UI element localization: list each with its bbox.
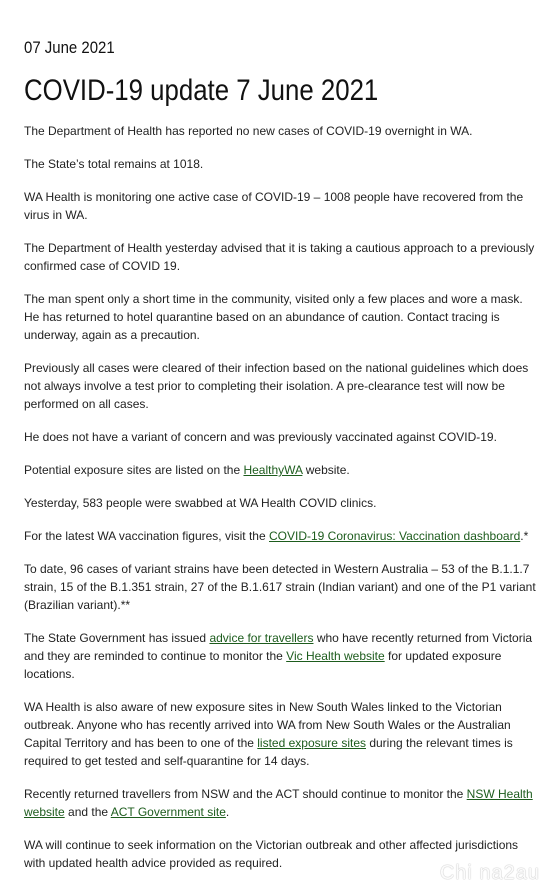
paragraph-hotel-quarantine: The man spent only a short time in the community, visited only a few places and wore a mask. He has returned to hotel quarantine based on an abundance of caution. Contact tracing is underway, again as a precaution. [24, 292, 523, 342]
paragraph-text: and the [64, 805, 111, 819]
paragraph-text: for updated exposure locations. [24, 649, 502, 681]
publish-date: 07 June 2021 [24, 38, 115, 57]
paragraph-text: . [225, 805, 230, 819]
page-title: COVID-19 update 7 June 2021 [24, 74, 379, 107]
paragraph-variant-strains: To date, 96 cases of variant strains have been detected in Western Australia – 53 of the B.1.1.7 strain, 15 of the B.1.351 strain, 27 of the B.1.617 strain (Indian variant) and one of the P1 variant (Brazilian variant).** [24, 562, 536, 612]
paragraph-continue-seeking: WA will continue to seek information on the Victorian outbreak and other affected jurisdictions with updated health advice provided as required. [24, 838, 519, 870]
listed-exposure-sites-link[interactable]: listed exposure sites [257, 736, 366, 750]
paragraph-text: The State Government has issued [24, 631, 210, 645]
paragraph-text: WA Health is also aware of new exposure sites in New South Wales linked to the Victorian outbreak. Anyone who has recently arrived into WA from New South Wales or the Australian Capital Territory and has been to one of the [24, 700, 511, 750]
act-government-site-link[interactable]: ACT Government site [110, 805, 226, 819]
paragraph-text: .* [520, 529, 529, 543]
paragraph-nsw-exposure [24, 698, 536, 770]
paragraph-text: during the relevant times is required to get tested and self-quarantine for 14 days. [24, 736, 513, 768]
paragraph-text: Recently returned travellers from NSW and the ACT should continue to monitor the [24, 787, 467, 801]
article-body [24, 122, 536, 887]
advice-for-travellers-link[interactable]: advice for travellers [209, 631, 314, 645]
paragraph-cautious-approach: The Department of Health yesterday advised that it is taking a cautious approach to a previously confirmed case of COVID 19. [24, 241, 535, 273]
paragraph-text: website. [302, 463, 350, 477]
paragraph-active-case: WA Health is monitoring one active case of COVID-19 – 1008 people have recovered from the virus in WA. [24, 190, 524, 222]
paragraph-travellers-victoria [24, 629, 536, 683]
paragraph-clearance-test: Previously all cases were cleared of their infection based on the national guidelines which does not always involve a test prior to completing their isolation. A pre-clearance test will now be performed on all cases. [24, 361, 529, 411]
vaccination-dashboard-link[interactable]: COVID-19 Coronavirus: Vaccination dashboard [269, 529, 521, 543]
paragraph-total: The State’s total remains at 1018. [24, 157, 204, 171]
paragraph-variant: He does not have a variant of concern and was previously vaccinated against COVID-19. [24, 430, 497, 444]
paragraph-text: Potential exposure sites are listed on the [24, 463, 244, 477]
vic-health-website-link[interactable]: Vic Health website [286, 649, 385, 663]
healthywa-link[interactable]: HealthyWA [243, 463, 303, 477]
paragraph-nsw-act-travellers [24, 785, 536, 821]
paragraph-exposure-sites [24, 461, 536, 479]
paragraph-swabbed: Yesterday, 583 people were swabbed at WA Health COVID clinics. [24, 496, 377, 510]
paragraph-vaccination [24, 527, 536, 545]
watermark: Chi na2au [439, 862, 540, 884]
paragraph-text: who have recently returned from Victoria and they are reminded to continue to monitor the [24, 631, 533, 663]
paragraph-no-new-cases: The Department of Health has reported no new cases of COVID-19 overnight in WA. [24, 124, 473, 138]
nsw-health-website-link[interactable]: NSW Health website [24, 787, 533, 819]
paragraph-text: For the latest WA vaccination figures, visit the [24, 529, 269, 543]
